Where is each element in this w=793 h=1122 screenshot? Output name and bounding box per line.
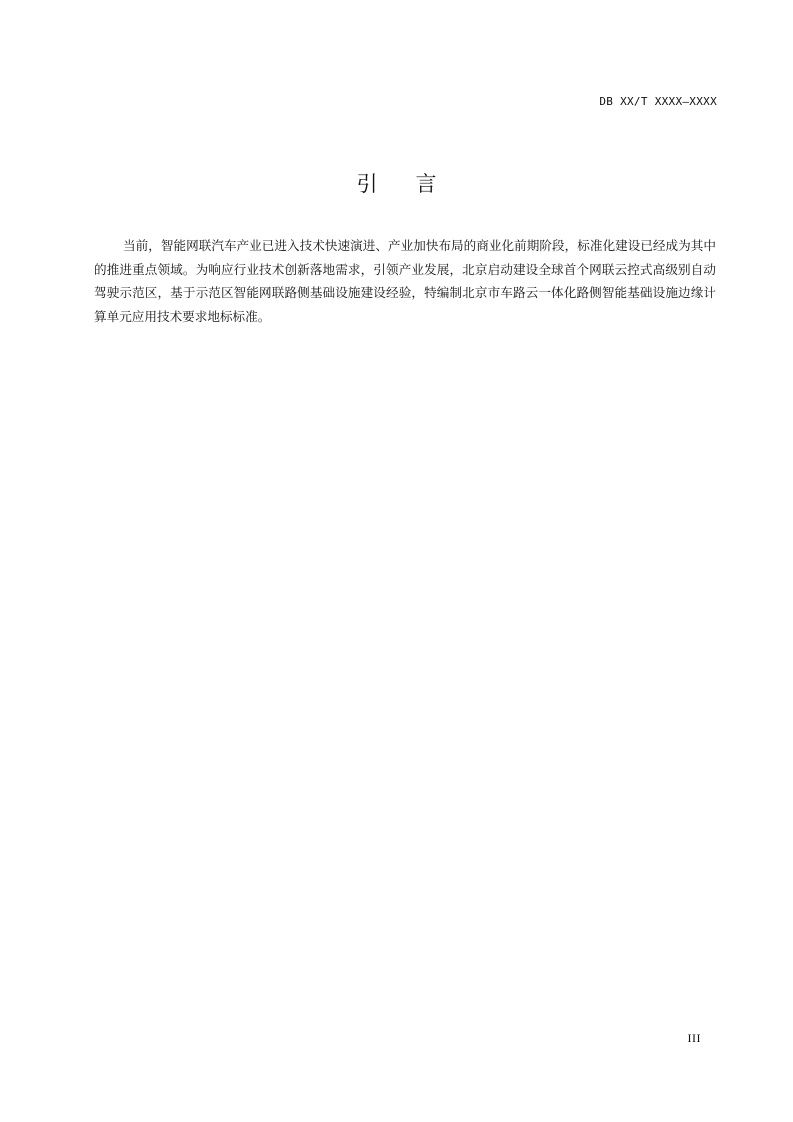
page-title: 引言 bbox=[356, 172, 475, 196]
page-number: III bbox=[687, 1031, 701, 1045]
standard-code-header: DB XX/T XXXX—XXXX bbox=[599, 95, 717, 108]
introduction-paragraph: 当前，智能网联汽车产业已进入技术快速演进、产业加快布局的商业化前期阶段，标准化建设已经成为其中的推进重点领域。为响应行业技术创新落地需求，引领产业发展，北京启动建设全球首个网联云控式高级别自动驾驶示范区，基于示范区智能网联路侧基础设施建设经验，特编制北京市车路云一体化路侧智能基础设施边缘计算单元应用技术要求地标标准。 bbox=[94, 238, 716, 324]
